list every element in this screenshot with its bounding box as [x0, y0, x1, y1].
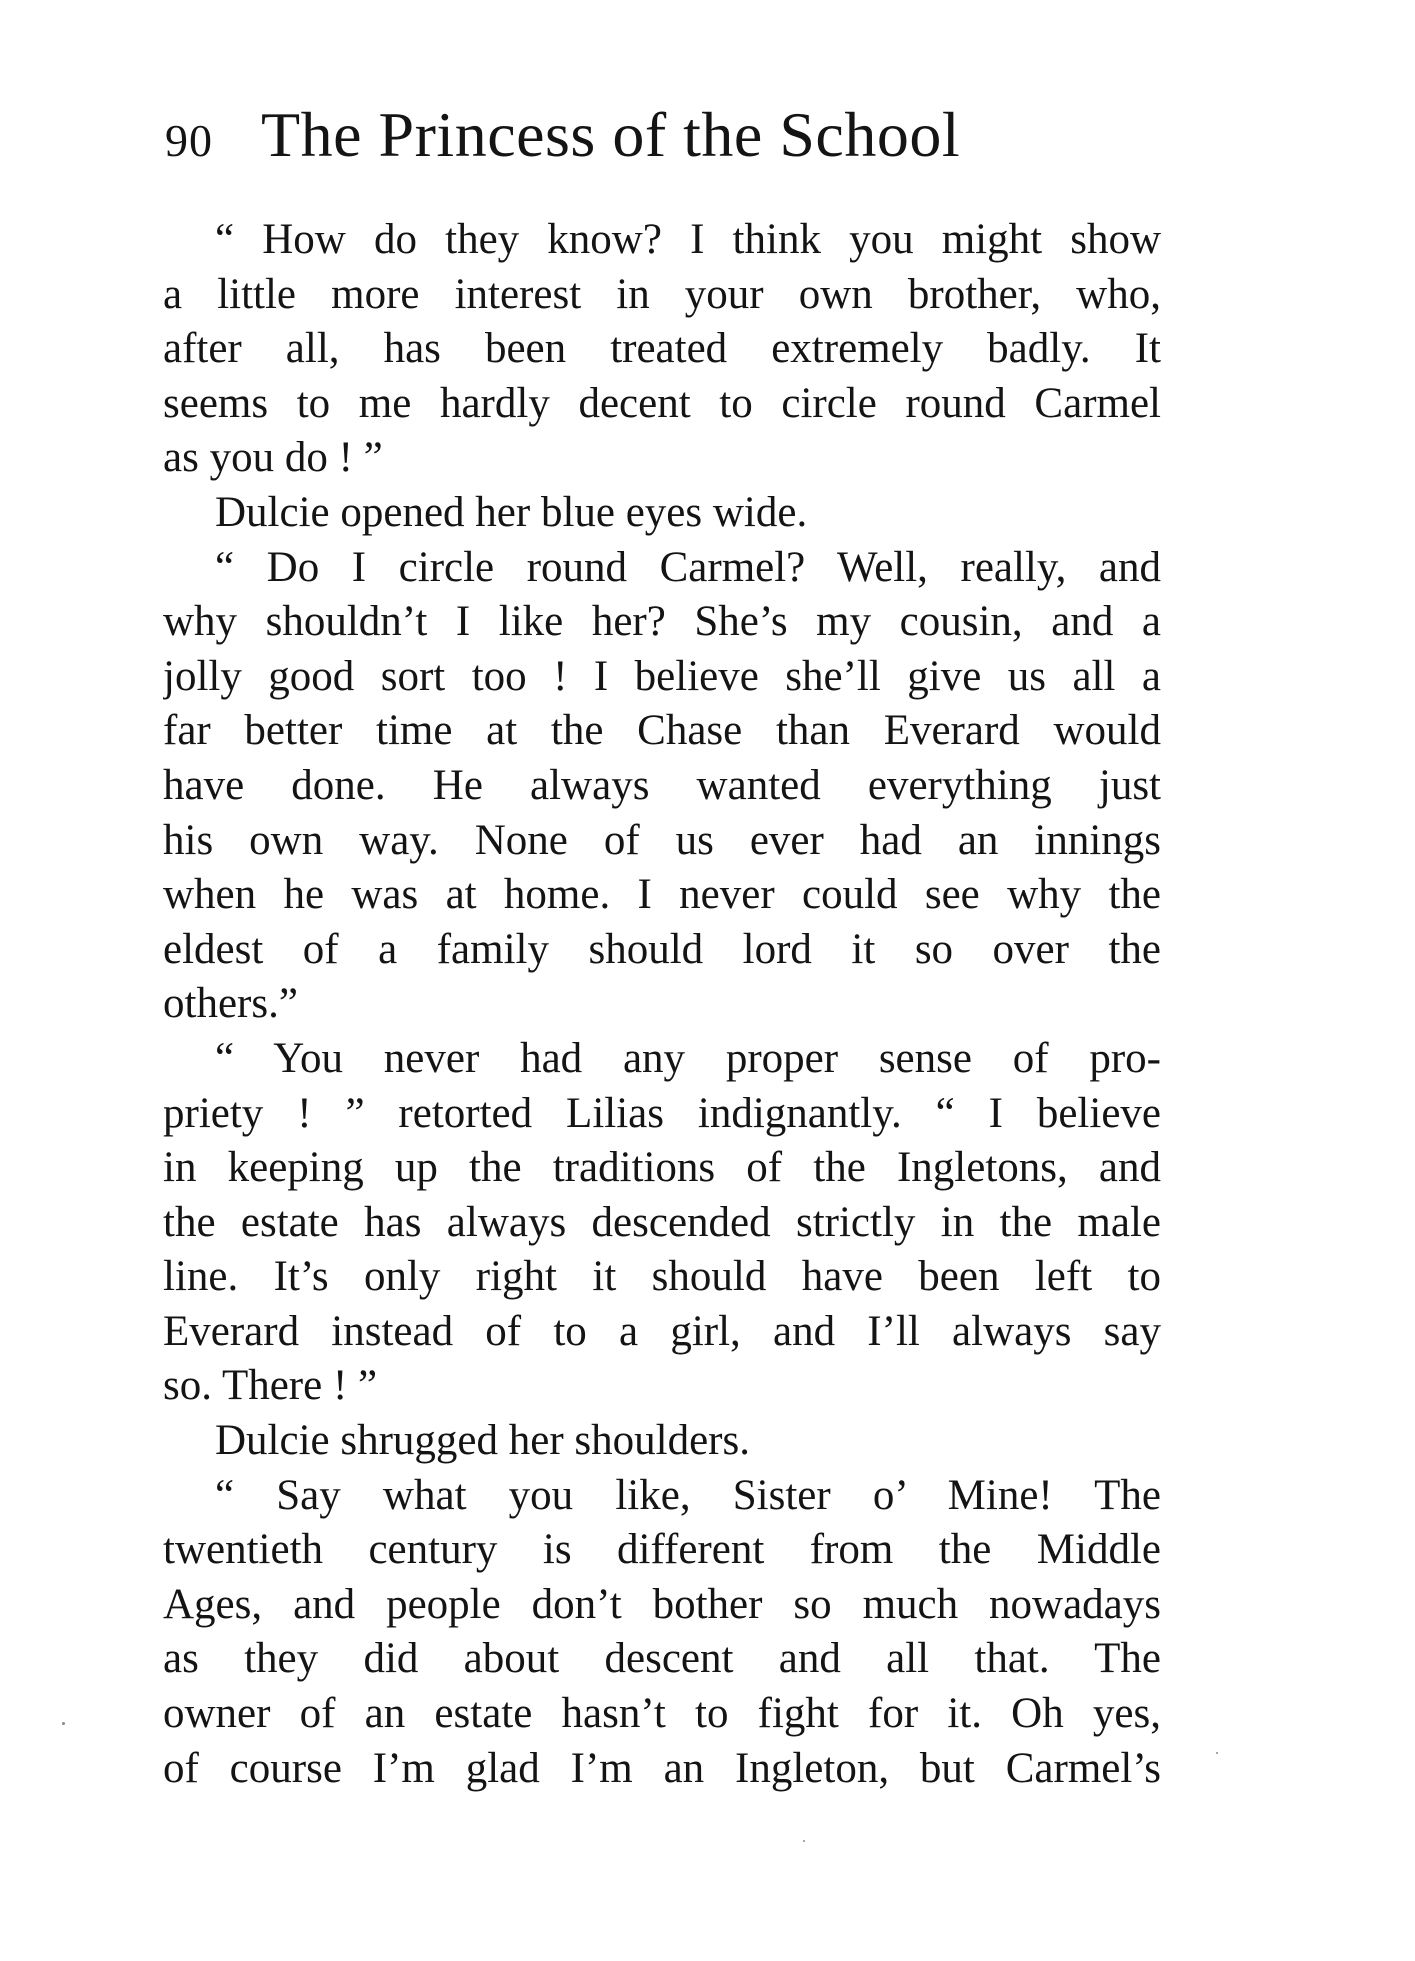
page-header	[165, 98, 1165, 178]
text-line: have done. He always wanted everything just	[163, 761, 1161, 809]
text-line: as they did about descent and all that. The	[163, 1635, 1161, 1683]
text-line: “ How do they know? I think you might show	[215, 216, 1161, 263]
text-line: so. There ! ”	[163, 1362, 378, 1410]
text-line: after all, has been treated extremely badly. It	[163, 325, 1161, 373]
text-line: twentieth century is different from the Middle	[163, 1526, 1161, 1574]
text-line: “ Do I circle round Carmel? Well, really, and	[215, 543, 1161, 591]
text-line: as you do ! ”	[163, 434, 383, 482]
text-line: why shouldn’t I like her? She’s my cousin, and a	[163, 598, 1161, 646]
scan-speck	[62, 1722, 65, 1725]
text-line: eldest of a family should lord it so over the	[163, 925, 1161, 973]
body-text	[163, 213, 1161, 1796]
text-line: jolly good sort too ! I believe she’ll give us all a	[163, 652, 1161, 700]
text-line: Ages, and people don’t bother so much nowadays	[163, 1580, 1161, 1628]
running-title: The Princess of the School	[261, 99, 961, 170]
text-line: his own way. None of us ever had an innings	[163, 816, 1161, 864]
text-line: Dulcie opened her blue eyes wide.	[215, 488, 808, 536]
scan-speck	[1216, 1752, 1218, 1754]
text-line: the estate has always descended strictly in the male	[163, 1198, 1161, 1246]
text-line: in keeping up the traditions of the Ingletons, and	[163, 1144, 1161, 1192]
text-line: “ Say what you like, Sister o’ Mine! The	[215, 1471, 1161, 1519]
text-line: others.”	[163, 980, 298, 1028]
text-line: when he was at home. I never could see why the	[163, 871, 1161, 919]
text-line: of course I’m glad I’m an Ingleton, but Carmel’s	[163, 1744, 1161, 1792]
text-line: line. It’s only right it should have been left to	[163, 1253, 1161, 1301]
text-line: “ You never had any proper sense of pro-	[215, 1034, 1161, 1082]
text-line: owner of an estate hasn’t to fight for it. Oh yes,	[163, 1690, 1161, 1738]
page-number: 90	[165, 115, 213, 166]
text-line: a little more interest in your own brother, who,	[163, 270, 1161, 318]
text-line: priety ! ” retorted Lilias indignantly. “ I believe	[163, 1089, 1161, 1137]
scan-speck	[803, 1840, 805, 1842]
text-line: far better time at the Chase than Everard would	[163, 707, 1161, 755]
text-line: Dulcie shrugged her shoulders.	[215, 1417, 750, 1465]
text-line: Everard instead of to a girl, and I’ll always say	[163, 1307, 1161, 1355]
text-line: seems to me hardly decent to circle round Carmel	[163, 379, 1161, 427]
